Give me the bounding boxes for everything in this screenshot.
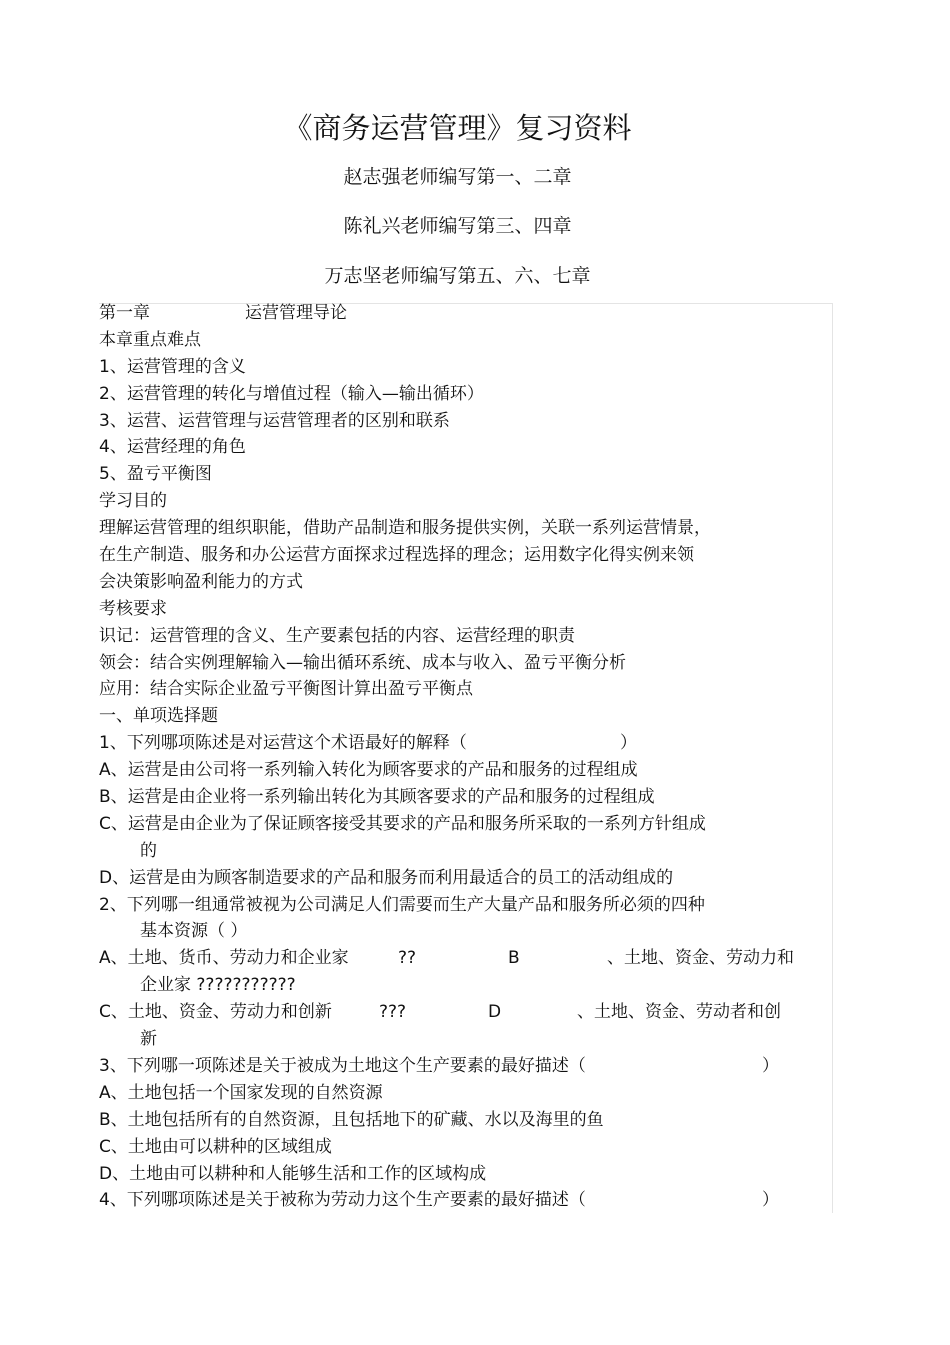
chapter-label: 第一章 bbox=[99, 303, 150, 323]
document-body bbox=[99, 300, 832, 1214]
key-point-2: 2、运营管理的转化与增值过程（输入—输出循环） bbox=[99, 383, 484, 404]
question-2-option-d-cont: 新 bbox=[140, 1029, 157, 1050]
question-2-stem-cont: 基本资源（ ） bbox=[140, 921, 248, 942]
question-1-option-c: C、运营是由企业为了保证顾客接受其要求的产品和服务所采取的一系列方针组成 bbox=[99, 813, 706, 834]
requirement-memorize: 识记：运营管理的含义、生产要素包括的内容、运营经理的职责 bbox=[99, 625, 575, 646]
question-2-options-ab bbox=[99, 945, 832, 972]
question-4-close: ） bbox=[762, 1190, 779, 1211]
question-3-option-a: A、土地包括一个国家发现的自然资源 bbox=[99, 1082, 383, 1103]
question-2-option-c: C、土地、资金、劳动力和创新 bbox=[99, 1002, 332, 1023]
author-line-3: 万志坚老师编写第五、六、七章 bbox=[324, 265, 591, 287]
frame-right-border bbox=[832, 303, 833, 1213]
question-4-stem: 4、下列哪项陈述是关于被称为劳动力这个生产要素的最好描述（ ） bbox=[99, 1187, 832, 1214]
question-2-letter-b: B bbox=[508, 948, 520, 969]
key-point-5: 5、盈亏平衡图 bbox=[99, 464, 212, 485]
section-heading-single-choice: 一、单项选择题 bbox=[99, 706, 218, 727]
requirement-apply: 应用：结合实际企业盈亏平衡图计算出盈亏平衡点 bbox=[99, 679, 473, 700]
question-2-option-a: A、土地、货币、劳动力和企业家 bbox=[99, 948, 349, 969]
question-1-stem: 1、下列哪项陈述是对运营这个术语最好的解释（ ） bbox=[99, 730, 832, 757]
document-title: 《商务运营管理》复习资料 bbox=[283, 111, 632, 145]
key-point-1: 1、运营管理的含义 bbox=[99, 356, 246, 377]
author-line-2: 陈礼兴老师编写第三、四章 bbox=[343, 215, 572, 237]
question-2-mark-a: ?? bbox=[398, 948, 417, 969]
question-2-stem: 2、下列哪一组通常被视为公司满足人们需要而生产大量产品和服务所必须的四种 bbox=[99, 894, 705, 915]
chapter-name: 运营管理导论 bbox=[245, 303, 347, 323]
question-1-close: ） bbox=[620, 733, 637, 754]
key-points-heading: 本章重点难点 bbox=[99, 329, 201, 350]
question-3-close: ） bbox=[762, 1055, 779, 1076]
question-2-mark-c: ??? bbox=[379, 1002, 407, 1023]
chapter-heading bbox=[99, 300, 832, 327]
objectives-text-3: 会决策影响盈利能力的方式 bbox=[99, 571, 303, 592]
question-2-options-cd bbox=[99, 999, 832, 1026]
question-1-option-d: D、运营是由为顾客制造要求的产品和服务而利用最适合的员工的活动组成的 bbox=[99, 867, 674, 888]
objectives-text-1: 理解运营管理的组织职能，借助产品制造和服务提供实例，关联一系列运营情景， bbox=[99, 518, 711, 539]
question-1-option-c-cont: 的 bbox=[140, 840, 157, 861]
requirement-understand: 领会：结合实例理解输入—输出循环系统、成本与收入、盈亏平衡分析 bbox=[99, 652, 626, 673]
objectives-text-2: 在生产制造、服务和办公运营方面探求过程选择的理念；运用数字化得实例来领 bbox=[99, 545, 694, 566]
question-2-option-b: 、土地、资金、劳动力和 bbox=[607, 948, 794, 969]
question-1-option-a: A、运营是由公司将一系列输入转化为顾客要求的产品和服务的过程组成 bbox=[99, 760, 638, 781]
question-2-option-b-cont: 企业家 ??????????? bbox=[140, 975, 296, 996]
objectives-heading: 学习目的 bbox=[99, 491, 167, 512]
question-3-option-b: B、土地包括所有的自然资源，且包括地下的矿藏、水以及海里的鱼 bbox=[99, 1109, 604, 1130]
question-2-option-d: 、土地、资金、劳动者和创 bbox=[577, 1002, 781, 1023]
question-3-option-c: C、土地由可以耕种的区域组成 bbox=[99, 1136, 332, 1157]
author-line-1: 赵志强老师编写第一、二章 bbox=[343, 166, 572, 188]
requirements-heading: 考核要求 bbox=[99, 598, 167, 619]
key-point-4: 4、运营经理的角色 bbox=[99, 437, 246, 458]
question-1-option-b: B、运营是由企业将一系列输出转化为其顾客要求的产品和服务的过程组成 bbox=[99, 787, 655, 808]
key-point-3: 3、运营、运营管理与运营管理者的区别和联系 bbox=[99, 410, 450, 431]
question-2-letter-d: D bbox=[488, 1002, 502, 1023]
question-3-option-d: D、土地由可以耕种和人能够生活和工作的区域构成 bbox=[99, 1163, 487, 1184]
question-3-stem: 3、下列哪一项陈述是关于被成为土地这个生产要素的最好描述（ ） bbox=[99, 1053, 832, 1080]
